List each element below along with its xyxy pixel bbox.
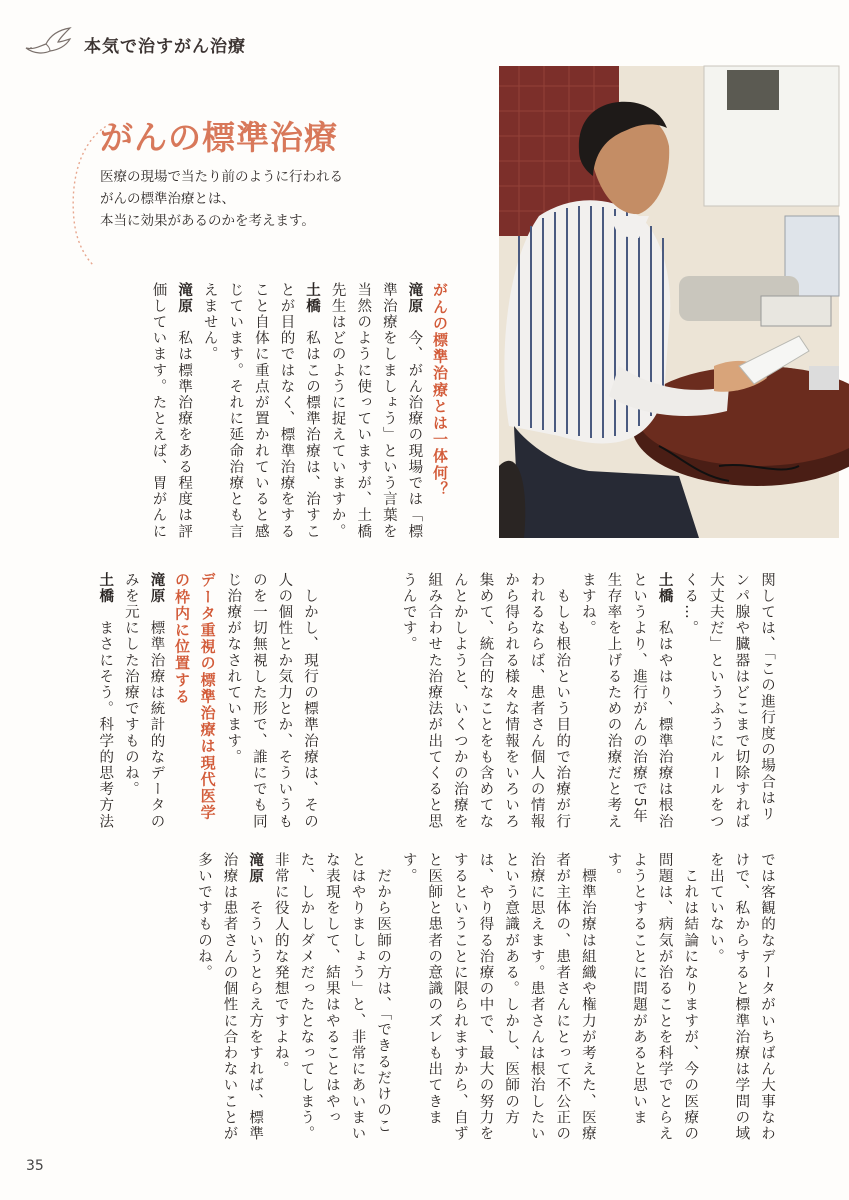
paragraph [117,572,168,834]
lead-line: 医療の現場で当たり前のように行われる [100,169,343,185]
paragraph-text: だから医師の方は、「できるだけのことはやりましょう」と、非常にあいまいな表現をして、結果はやることはやった、しかしダメだったとなってしまう。非常に役人的な発想ですよね。 [272,852,392,1142]
paragraph-text: そういうとらえ方をすれば、標準治療は患者さんの個性に合わないことが多いですものね。 [195,852,264,1142]
paragraph [702,852,779,1142]
paragraph-text: 私はこの標準治療は、治すことが目的ではなく、標準治療をすること自体に重点が置かれていると感じています。それに延命治療とも言えません。 [201,282,321,540]
speaker-name: 滝原 [176,282,193,315]
paragraph-text: 私は標準治療をある程度は評価しています。たとえば、胃がんに [150,282,193,540]
speaker-name: 土橋 [304,282,321,315]
speaker-name: 滝原 [406,282,423,315]
speaker-name: 滝原 [148,572,165,605]
paragraph [145,282,196,546]
paragraph-text: しかし、現行の標準治療は、その人の個性とか気力とか、そういうものを一切無視した形で、誰にでも同じ治療がなされています。 [225,572,318,830]
body-text-left-top [72,282,452,546]
paragraph [196,282,324,546]
paragraph [267,852,395,1142]
paragraph-text: では客観的なデータがいちばん大事なわけで、私からすると標準治療は学問の域を出ていない。 [707,852,775,1142]
article-title: がんの標準治療 [100,118,338,157]
paragraph [324,282,426,546]
body-text-right-bottom [105,852,779,1142]
body-text-right-middle [400,572,779,834]
paragraph [92,572,118,834]
paragraph-text: もしも根治という目的で治療が行われるならば、患者さん個人の情報から得られる様々な情報をいろいろ集めて、統合的なことをも含めてなんとかしようと、いくつかの治療を組み合わせた治療法が出てくると思うんです。 [400,572,571,830]
paragraph [395,852,600,1142]
section-title: 本気で治すがん治療 [84,37,246,57]
paragraph-text: 標準治療は組織や権力が考えた、医療者が主体の、患者さんにとって不公正の治療に思えます。患者さんは根治したいという意識がある。しかし、医師の方は、やり得る治療の中で、最大の努力をするということに限られますから、自ずと医師と患者の意識のズレも出てきます。 [400,852,596,1142]
paragraph-text: 今、がん治療の現場では「標準治療をしましょう」という言葉を当然のように使っていますが、土橋先生はどのように捉えていますか。 [329,282,423,540]
paragraph-text: 標準治療は統計的なデータのみを元にした治療ですものね。 [122,572,165,830]
interview-photo [499,66,839,538]
paragraph-text: 私はやはり、標準治療は根治というより、進行がんの治療で5年生存率を上げるための治療だと考えますね。 [579,572,673,830]
paragraph [395,572,574,834]
paragraph [220,572,322,834]
lead-line: がんの標準治療とは、 [100,191,235,207]
speaker-name: 土橋 [656,572,673,605]
section-heading: がんの標準治療とは一体何？ [431,282,449,498]
dove-icon [22,24,74,60]
speaker-name: 滝原 [247,852,264,885]
paragraph [574,572,676,834]
paragraph [677,572,779,834]
paragraph-text: これは結論になりますが、今の医療の問題は、病気が治ることを科学でとらえようとすることに問題があると思います。 [605,852,699,1142]
paragraph [190,852,267,1142]
section-heading: データ重視の標準治療は現代医学の枠内に位置する [173,572,217,821]
paragraph-text: 関しては、「この進行度の場合はリンパ腺や臓器はどこまで切除すれば大丈夫だ」というふうにルールをつくる…。 [682,572,775,830]
page-number: 35 [26,1158,44,1174]
paragraph-text: まさにそう。科学的思考方法 [97,604,114,830]
body-text-left-bottom [72,572,322,834]
lead-line: 本当に効果があるのかを考えます。 [100,213,315,229]
speaker-name: 土橋 [97,572,114,605]
paragraph [600,852,702,1142]
article-lead [100,166,400,232]
